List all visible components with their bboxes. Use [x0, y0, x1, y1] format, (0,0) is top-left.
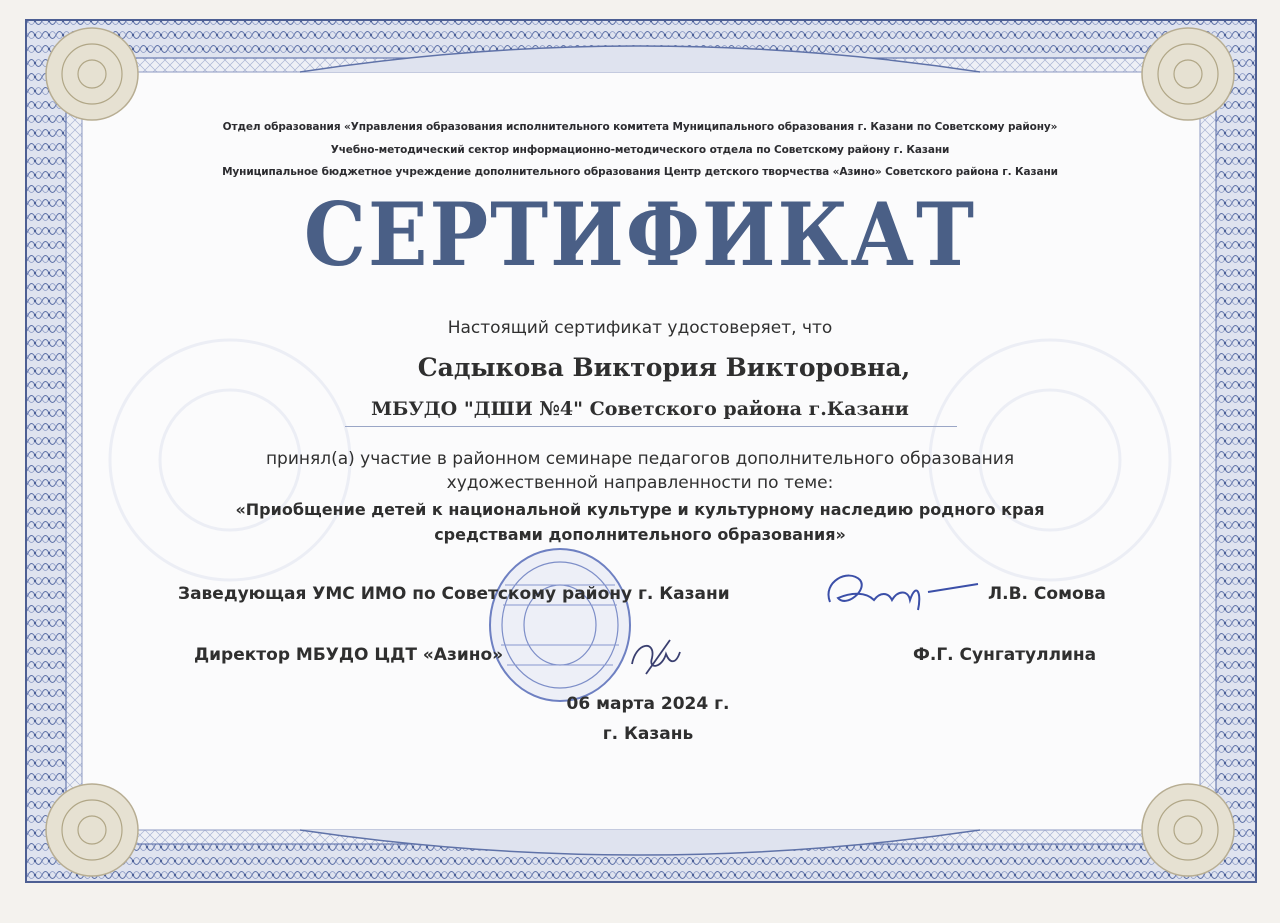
body-line-1: принял(а) участие в районном семинаре педагогов дополнительного образования — [265, 449, 1015, 469]
signatory-1-position: Заведующая УМС ИМО по Советскому району г. Казани — [178, 584, 730, 604]
recipient-name: Садыкова Виктория Викторовна, — [417, 353, 911, 382]
issue-date: 06 марта 2024 г. — [566, 694, 730, 714]
body-line-2: художественной направленности по теме: — [446, 473, 834, 493]
recipient-organization: МБУДО "ДШИ №4" Советского района г.Казани — [371, 398, 909, 420]
signature-sungatullina — [626, 634, 686, 684]
signature-somova — [818, 562, 998, 622]
topic-line-2: средствами дополнительного образования» — [434, 525, 846, 544]
header-line-2: Учебно-методический сектор информационно-методического отдела по Советскому району г. Казани — [330, 144, 950, 156]
official-stamp — [485, 545, 635, 705]
organization-underline — [345, 426, 957, 427]
certificate-title: СЕРТИФИКАТ — [303, 184, 977, 287]
header-line-3: Муниципальное бюджетное учреждение дополнительного образования Центр детского творчества «Азино» Советского района г. Казани — [222, 166, 1058, 178]
topic-line-1: «Приобщение детей к национальной культуре и культурному наследию родного края — [235, 500, 1045, 519]
signatory-2-position: Директор МБУДО ЦДТ «Азино» — [194, 645, 504, 665]
issue-city: г. Казань — [602, 724, 694, 744]
signatory-2-name: Ф.Г. Сунгатуллина — [913, 645, 1097, 665]
intro-text: Настоящий сертификат удостоверяет, что — [447, 318, 833, 338]
header-line-1: Отдел образования «Управления образования исполнительного комитета Муниципального образования г. Казани по Советскому району» — [222, 121, 1058, 133]
signatory-1-name: Л.В. Сомова — [988, 584, 1106, 604]
